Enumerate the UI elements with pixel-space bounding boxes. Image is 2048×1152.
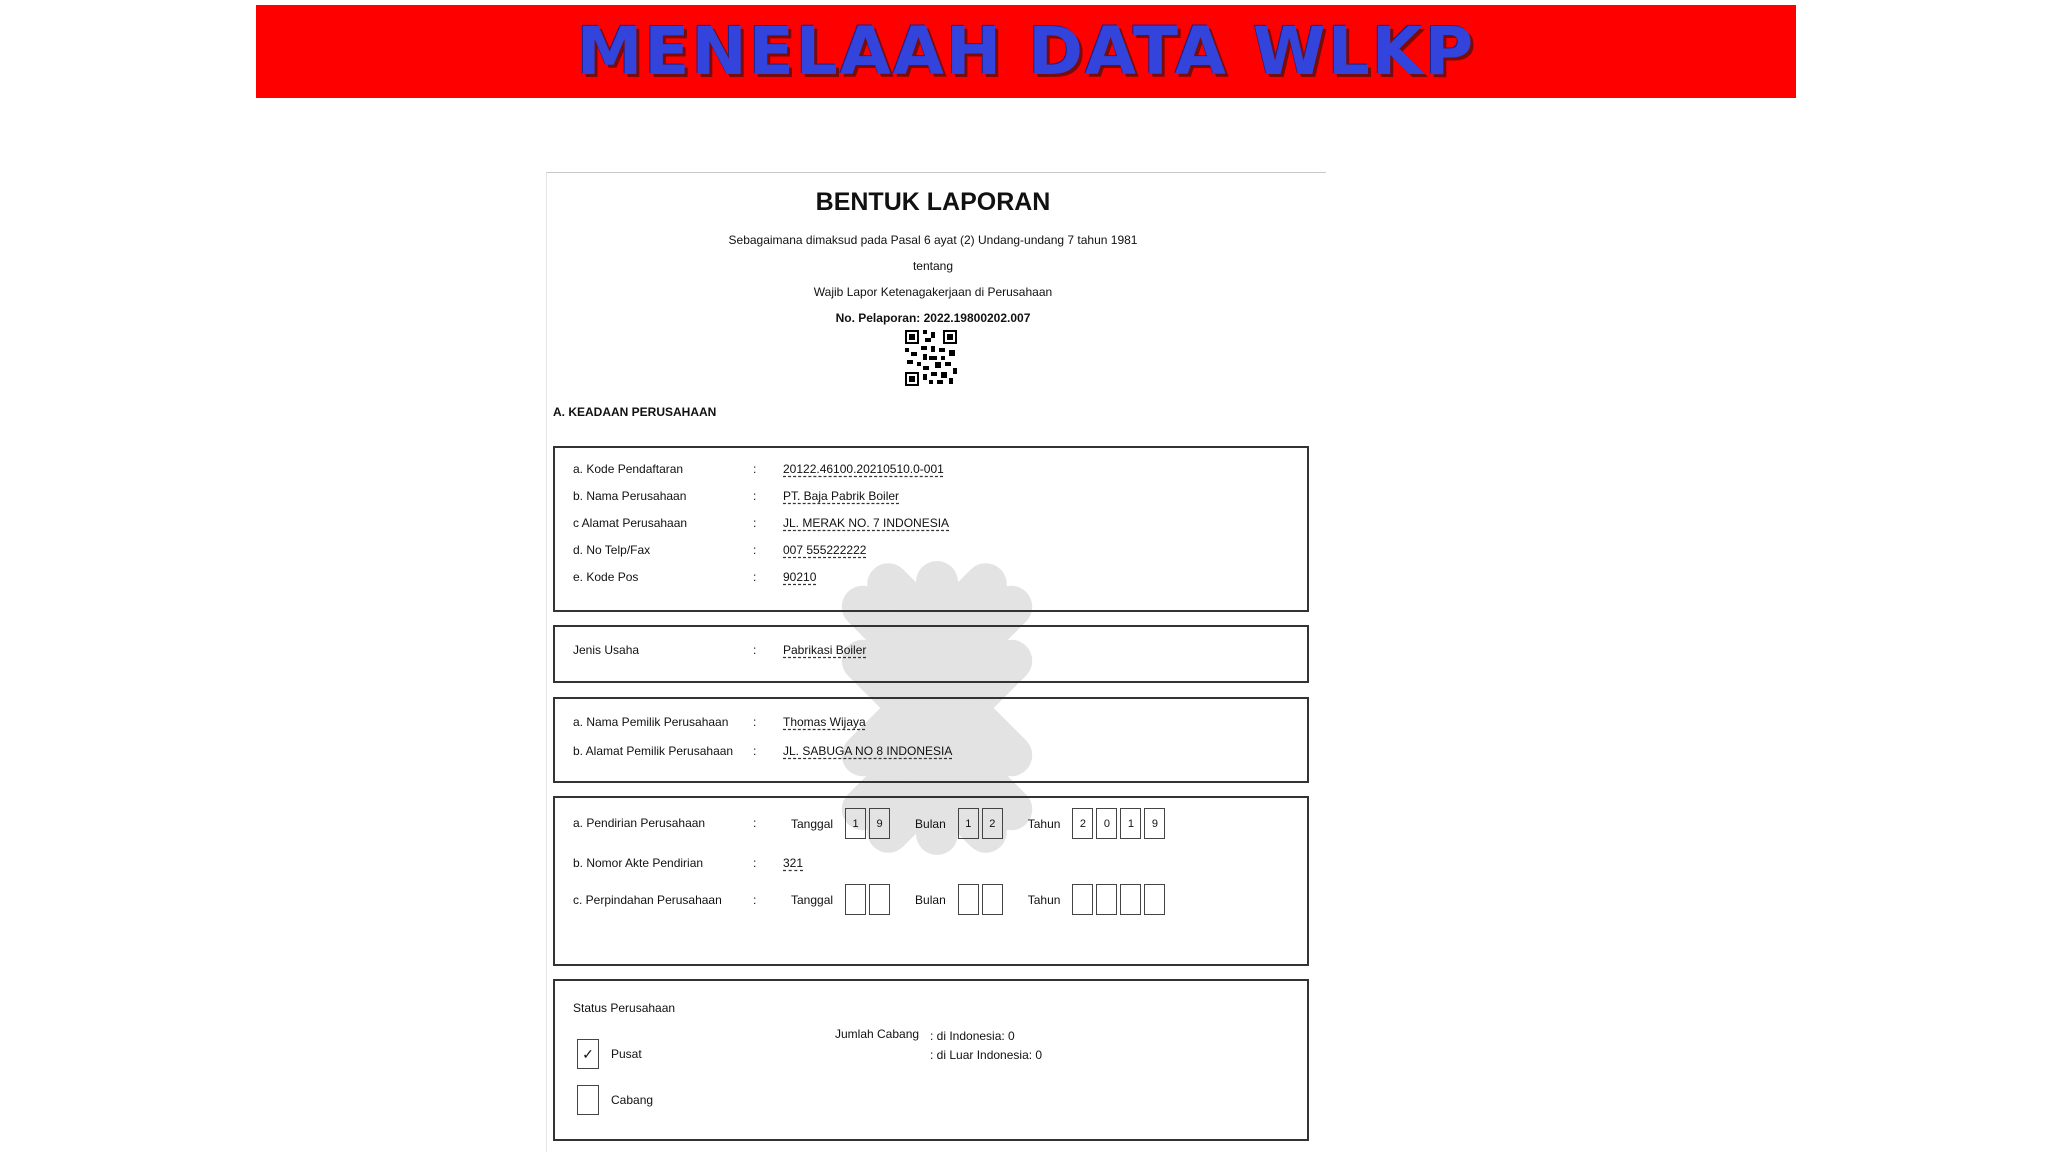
field-colon: : bbox=[753, 715, 757, 729]
owner-name-value: Thomas Wijaya bbox=[783, 715, 866, 729]
field-label: a. Kode Pendaftaran bbox=[573, 462, 684, 476]
company-name-row bbox=[573, 489, 899, 503]
deed-number-row bbox=[573, 856, 803, 870]
year-digit-2: 0 bbox=[1096, 808, 1117, 839]
status-label: Status Perusahaan bbox=[573, 1001, 676, 1015]
pusat-checkbox[interactable]: ✓ bbox=[577, 1039, 599, 1069]
registration-code-value: 20122.46100.20210510.0-001 bbox=[783, 462, 944, 476]
owner-address-value: JL. SABUGA NO 8 INDONESIA bbox=[783, 744, 953, 758]
field-label: b. Nama Perusahaan bbox=[573, 489, 687, 503]
field-colon: : bbox=[753, 643, 757, 657]
tanggal-label: Tanggal bbox=[791, 892, 834, 907]
empty-year-cell bbox=[1120, 884, 1141, 915]
cabang-checkbox[interactable] bbox=[577, 1085, 599, 1115]
bulan-label: Bulan bbox=[915, 816, 946, 831]
owner-name-row bbox=[573, 715, 866, 729]
field-colon: : bbox=[753, 816, 757, 830]
empty-year-cell bbox=[1072, 884, 1093, 915]
field-colon: : bbox=[753, 570, 757, 584]
banner-title: MENELAAH DATA WLKP bbox=[576, 13, 1476, 90]
bulan-label: Bulan bbox=[915, 892, 946, 907]
field-label: c Alamat Perusahaan bbox=[573, 516, 688, 530]
business-type-row bbox=[573, 643, 866, 657]
branches-in-indonesia: : di Indonesia: 0 bbox=[930, 1029, 1015, 1043]
relocation-date bbox=[791, 884, 1168, 915]
year-digit-4: 9 bbox=[1144, 808, 1165, 839]
field-colon: : bbox=[753, 744, 757, 758]
postal-code-value: 90210 bbox=[783, 570, 817, 584]
field-colon: : bbox=[753, 893, 757, 907]
empty-month-cell bbox=[982, 884, 1003, 915]
title-banner bbox=[256, 5, 1796, 98]
empty-year-cell bbox=[1144, 884, 1165, 915]
day-digit-1: 1 bbox=[845, 808, 866, 839]
month-digit-1: 1 bbox=[958, 808, 979, 839]
year-digit-3: 1 bbox=[1120, 808, 1141, 839]
field-label: a. Pendirian Perusahaan bbox=[573, 816, 706, 830]
field-label: d. No Telp/Fax bbox=[573, 543, 651, 557]
field-label: Jenis Usaha bbox=[573, 643, 640, 657]
document-subtitle-line-1: Sebagaimana dimaksud pada Pasal 6 ayat (2) Undang-undang 7 tahun 1981 bbox=[728, 233, 1138, 247]
branches-abroad: : di Luar Indonesia: 0 bbox=[930, 1048, 1043, 1062]
document-subtitle-line-3: Wajib Lapor Ketenagakerjaan di Perusahaan bbox=[813, 285, 1053, 299]
empty-month-cell bbox=[958, 884, 979, 915]
establishment-label-row bbox=[573, 816, 783, 830]
field-label: e. Kode Pos bbox=[573, 570, 639, 584]
company-address-value: JL. MERAK NO. 7 INDONESIA bbox=[783, 516, 950, 530]
report-number: No. Pelaporan: 2022.19800202.007 bbox=[835, 311, 1031, 325]
tanggal-label: Tanggal bbox=[791, 816, 834, 831]
company-identity-box bbox=[553, 446, 1309, 612]
field-colon: : bbox=[753, 489, 757, 503]
tahun-label: Tahun bbox=[1027, 892, 1061, 907]
empty-day-cell bbox=[869, 884, 890, 915]
owner-box bbox=[553, 697, 1309, 783]
branch-count-label: Jumlah Cabang bbox=[835, 1027, 920, 1041]
field-colon: : bbox=[753, 462, 757, 476]
field-label: b. Nomor Akte Pendirian bbox=[573, 856, 704, 870]
business-type-box bbox=[553, 625, 1309, 683]
pusat-label: Pusat bbox=[611, 1047, 642, 1061]
field-colon: : bbox=[753, 516, 757, 530]
day-digit-2: 9 bbox=[869, 808, 890, 839]
section-a-heading: A. KEADAAN PERUSAHAAN bbox=[553, 405, 717, 419]
establishment-box bbox=[553, 796, 1309, 966]
business-type-value: Pabrikasi Boiler bbox=[783, 643, 867, 657]
registration-code-row bbox=[573, 462, 944, 476]
document-title: BENTUK LAPORAN bbox=[815, 188, 1051, 216]
field-label: b. Alamat Pemilik Perusahaan bbox=[573, 744, 734, 758]
establishment-date bbox=[791, 808, 1168, 839]
report-document bbox=[546, 172, 1326, 1152]
phone-fax-row bbox=[573, 543, 866, 557]
field-label: c. Perpindahan Perusahaan bbox=[573, 893, 722, 907]
qr-code-icon bbox=[905, 330, 957, 386]
field-label: a. Nama Pemilik Perusahaan bbox=[573, 715, 729, 729]
deed-number-value: 321 bbox=[783, 856, 804, 870]
field-colon: : bbox=[753, 543, 757, 557]
month-digit-2: 2 bbox=[982, 808, 1003, 839]
year-digit-1: 2 bbox=[1072, 808, 1093, 839]
relocation-label-row bbox=[573, 893, 783, 907]
empty-year-cell bbox=[1096, 884, 1117, 915]
phone-fax-value: 007 555222222 bbox=[783, 543, 867, 557]
company-address-row bbox=[573, 516, 949, 530]
company-status-box bbox=[553, 979, 1309, 1141]
postal-code-row bbox=[573, 570, 816, 584]
company-name-value: PT. Baja Pabrik Boiler bbox=[783, 489, 900, 503]
empty-day-cell bbox=[845, 884, 866, 915]
cabang-label: Cabang bbox=[611, 1093, 654, 1107]
tahun-label: Tahun bbox=[1027, 816, 1061, 831]
field-colon: : bbox=[753, 856, 757, 870]
document-subtitle-line-2: tentang bbox=[912, 259, 954, 273]
owner-address-row bbox=[573, 744, 952, 758]
